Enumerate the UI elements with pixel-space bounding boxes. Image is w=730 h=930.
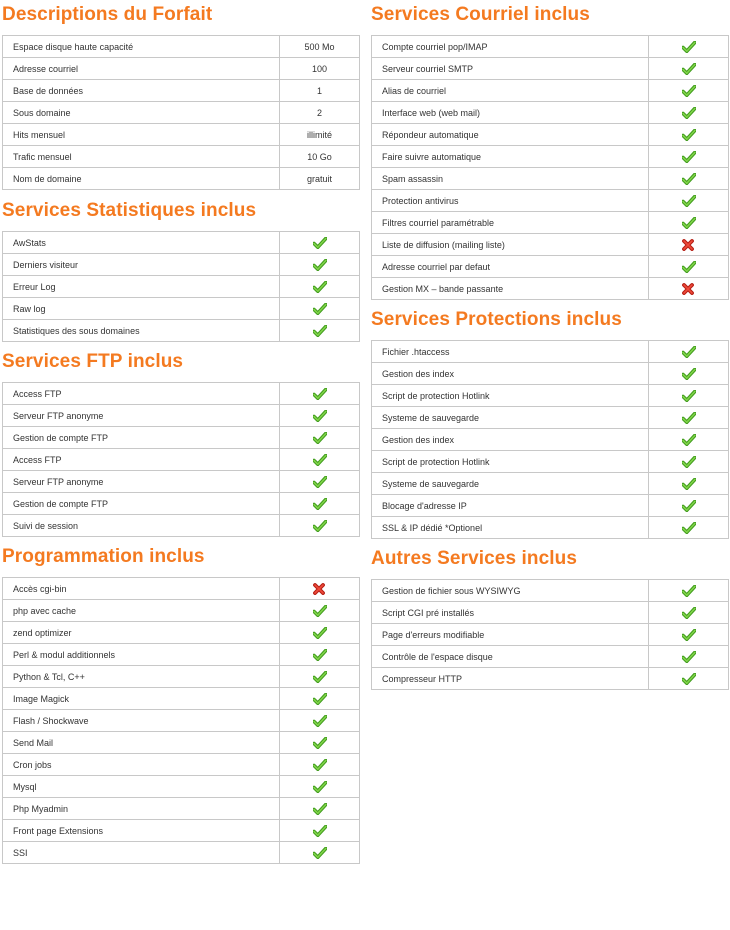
check-icon <box>682 129 696 141</box>
section-title: Services FTP inclus <box>2 351 184 372</box>
check-icon <box>682 478 696 490</box>
check-icon <box>682 522 696 534</box>
check-icon <box>313 303 327 315</box>
feature-label: Liste de diffusion (mailing liste) <box>372 234 649 256</box>
feature-status <box>649 146 729 168</box>
feature-label: Répondeur automatique <box>372 124 649 146</box>
feature-status <box>280 276 360 298</box>
check-icon <box>313 476 327 488</box>
table-row <box>372 385 729 407</box>
feature-status <box>649 451 729 473</box>
table-row <box>3 102 360 124</box>
check-icon <box>313 388 327 400</box>
feature-label: Compte courriel pop/IMAP <box>372 36 649 58</box>
feature-value: illimité <box>280 124 360 146</box>
table-row <box>3 383 360 405</box>
check-icon <box>682 500 696 512</box>
check-icon <box>313 281 327 293</box>
feature-label: Fichier .htaccess <box>372 341 649 363</box>
feature-label: Access FTP <box>3 383 280 405</box>
check-icon <box>682 107 696 119</box>
feature-status <box>280 427 360 449</box>
table-row <box>3 754 360 776</box>
table-row <box>372 341 729 363</box>
feature-label: Base de données <box>3 80 280 102</box>
table-row <box>372 146 729 168</box>
table-row <box>372 407 729 429</box>
feature-label: Faire suivre automatique <box>372 146 649 168</box>
check-icon <box>313 605 327 617</box>
feature-label: Protection antivirus <box>372 190 649 212</box>
feature-label: Raw log <box>3 298 280 320</box>
table-row <box>3 515 360 537</box>
table-row <box>3 688 360 710</box>
feature-label: Accès cgi-bin <box>3 578 280 600</box>
feature-label: Adresse courriel par defaut <box>372 256 649 278</box>
feature-status <box>649 429 729 451</box>
table-row <box>3 405 360 427</box>
table-row <box>3 36 360 58</box>
cross-icon <box>682 283 696 295</box>
table-row <box>372 256 729 278</box>
feature-status <box>280 600 360 622</box>
feature-status <box>280 666 360 688</box>
table-row <box>372 646 729 668</box>
feature-status <box>280 644 360 666</box>
section-title: Services Courriel inclus <box>371 4 590 25</box>
check-icon <box>682 63 696 75</box>
feature-status <box>280 515 360 537</box>
feature-status <box>649 624 729 646</box>
section-title: Autres Services inclus <box>371 548 578 569</box>
check-icon <box>313 781 327 793</box>
features-table <box>2 35 360 190</box>
table-row <box>3 798 360 820</box>
feature-label: Send Mail <box>3 732 280 754</box>
feature-status <box>280 842 360 864</box>
table-row <box>372 668 729 690</box>
feature-label: Python & Tcl, C++ <box>3 666 280 688</box>
feature-label: Serveur FTP anonyme <box>3 471 280 493</box>
check-icon <box>313 410 327 422</box>
feature-label: Gestion des index <box>372 363 649 385</box>
table-row <box>3 644 360 666</box>
feature-value: 2 <box>280 102 360 124</box>
table-row <box>372 80 729 102</box>
left-column <box>2 0 360 864</box>
feature-label: Sous domaine <box>3 102 280 124</box>
table-row <box>372 580 729 602</box>
feature-status <box>280 732 360 754</box>
table-row <box>3 471 360 493</box>
table-row <box>3 320 360 342</box>
feature-label: Systeme de sauvegarde <box>372 407 649 429</box>
table-row <box>3 732 360 754</box>
table-row <box>3 493 360 515</box>
feature-label: SSI <box>3 842 280 864</box>
section-programmation <box>2 542 360 864</box>
feature-label: Image Magick <box>3 688 280 710</box>
check-icon <box>313 649 327 661</box>
feature-status <box>649 80 729 102</box>
check-icon <box>682 390 696 402</box>
table-row <box>3 842 360 864</box>
table-row <box>372 212 729 234</box>
check-icon <box>682 368 696 380</box>
table-row <box>3 254 360 276</box>
table-row <box>3 58 360 80</box>
check-icon <box>682 41 696 53</box>
feature-status <box>649 102 729 124</box>
feature-label: AwStats <box>3 232 280 254</box>
feature-status <box>280 298 360 320</box>
check-icon <box>313 259 327 271</box>
feature-label: Script CGI pré installés <box>372 602 649 624</box>
feature-label: Flash / Shockwave <box>3 710 280 732</box>
table-row <box>3 820 360 842</box>
section-protections <box>371 305 729 539</box>
check-icon <box>682 151 696 163</box>
feature-label: Script de protection Hotlink <box>372 385 649 407</box>
feature-status <box>649 473 729 495</box>
features-table <box>2 577 360 864</box>
check-icon <box>682 346 696 358</box>
feature-label: Cron jobs <box>3 754 280 776</box>
feature-label: Interface web (web mail) <box>372 102 649 124</box>
check-icon <box>313 715 327 727</box>
feature-label: Nom de domaine <box>3 168 280 190</box>
table-row <box>3 298 360 320</box>
check-icon <box>682 195 696 207</box>
table-row <box>372 234 729 256</box>
feature-status <box>280 776 360 798</box>
check-icon <box>682 261 696 273</box>
feature-label: Hits mensuel <box>3 124 280 146</box>
section-title: Services Statistiques inclus <box>2 200 257 221</box>
feature-status <box>280 493 360 515</box>
feature-label: Gestion de compte FTP <box>3 427 280 449</box>
table-row <box>3 578 360 600</box>
feature-status <box>649 124 729 146</box>
table-row <box>372 168 729 190</box>
check-icon <box>313 325 327 337</box>
check-icon <box>682 173 696 185</box>
check-icon <box>313 737 327 749</box>
feature-status <box>649 407 729 429</box>
table-row <box>3 449 360 471</box>
check-icon <box>313 693 327 705</box>
feature-status <box>280 578 360 600</box>
feature-status <box>649 602 729 624</box>
table-row <box>372 58 729 80</box>
feature-status <box>649 580 729 602</box>
feature-status <box>649 668 729 690</box>
section-title: Services Protections inclus <box>371 309 622 330</box>
feature-label: Front page Extensions <box>3 820 280 842</box>
check-icon <box>313 671 327 683</box>
table-row <box>3 776 360 798</box>
feature-status <box>649 517 729 539</box>
table-row <box>372 36 729 58</box>
feature-status <box>280 622 360 644</box>
table-row <box>3 124 360 146</box>
feature-label: Trafic mensuel <box>3 146 280 168</box>
table-row <box>372 429 729 451</box>
feature-label: Contrôle de l'espace disque <box>372 646 649 668</box>
right-column <box>371 0 729 690</box>
check-icon <box>682 673 696 685</box>
feature-label: Serveur courriel SMTP <box>372 58 649 80</box>
check-icon <box>682 85 696 97</box>
check-icon <box>682 651 696 663</box>
table-row <box>3 276 360 298</box>
table-row <box>372 602 729 624</box>
feature-label: Derniers visiteur <box>3 254 280 276</box>
table-row <box>372 517 729 539</box>
table-row <box>372 473 729 495</box>
table-row <box>372 278 729 300</box>
feature-status <box>649 212 729 234</box>
feature-status <box>280 405 360 427</box>
feature-label: php avec cache <box>3 600 280 622</box>
feature-status <box>280 710 360 732</box>
check-icon <box>682 434 696 446</box>
section-title: Programmation inclus <box>2 546 205 567</box>
feature-label: Systeme de sauvegarde <box>372 473 649 495</box>
feature-label: Serveur FTP anonyme <box>3 405 280 427</box>
check-icon <box>313 825 327 837</box>
feature-status <box>280 232 360 254</box>
table-row <box>372 624 729 646</box>
check-icon <box>313 432 327 444</box>
feature-status <box>280 820 360 842</box>
feature-label: Erreur Log <box>3 276 280 298</box>
section-title: Descriptions du Forfait <box>2 4 213 25</box>
feature-label: SSL & IP dédié *Optionel <box>372 517 649 539</box>
feature-label: Php Myadmin <box>3 798 280 820</box>
check-icon <box>682 412 696 424</box>
check-icon <box>682 217 696 229</box>
feature-status <box>649 168 729 190</box>
feature-label: Suivi de session <box>3 515 280 537</box>
feature-status <box>649 190 729 212</box>
feature-status <box>280 798 360 820</box>
feature-status <box>649 234 729 256</box>
feature-label: Adresse courriel <box>3 58 280 80</box>
feature-label: Statistiques des sous domaines <box>3 320 280 342</box>
feature-label: Script de protection Hotlink <box>372 451 649 473</box>
check-icon <box>682 456 696 468</box>
section-statistiques <box>2 196 360 342</box>
feature-label: Spam assassin <box>372 168 649 190</box>
feature-status <box>649 278 729 300</box>
feature-status <box>280 254 360 276</box>
check-icon <box>682 585 696 597</box>
check-icon <box>313 847 327 859</box>
feature-label: Perl & modul additionnels <box>3 644 280 666</box>
feature-label: Filtres courriel paramétrable <box>372 212 649 234</box>
features-table <box>2 382 360 537</box>
feature-label: Blocage d'adresse IP <box>372 495 649 517</box>
table-row <box>372 363 729 385</box>
table-row <box>3 146 360 168</box>
feature-status <box>649 646 729 668</box>
check-icon <box>313 803 327 815</box>
feature-label: Mysql <box>3 776 280 798</box>
check-icon <box>313 454 327 466</box>
check-icon <box>313 237 327 249</box>
section-ftp <box>2 347 360 537</box>
feature-value: 10 Go <box>280 146 360 168</box>
table-row <box>372 102 729 124</box>
feature-label: Alias de courriel <box>372 80 649 102</box>
table-row <box>3 666 360 688</box>
feature-status <box>280 320 360 342</box>
table-row <box>372 190 729 212</box>
feature-status <box>649 385 729 407</box>
feature-label: Espace disque haute capacité <box>3 36 280 58</box>
table-row <box>3 168 360 190</box>
feature-label: Gestion de fichier sous WYSIWYG <box>372 580 649 602</box>
feature-label: zend optimizer <box>3 622 280 644</box>
feature-label: Page d'erreurs modifiable <box>372 624 649 646</box>
table-row <box>372 451 729 473</box>
features-table <box>371 579 729 690</box>
feature-value: 1 <box>280 80 360 102</box>
feature-label: Compresseur HTTP <box>372 668 649 690</box>
feature-label: Gestion MX – bande passante <box>372 278 649 300</box>
table-row <box>372 495 729 517</box>
features-table <box>371 35 729 300</box>
features-table <box>371 340 729 539</box>
table-row <box>3 427 360 449</box>
table-row <box>3 600 360 622</box>
feature-label: Gestion des index <box>372 429 649 451</box>
check-icon <box>682 607 696 619</box>
feature-value: gratuit <box>280 168 360 190</box>
feature-status <box>280 688 360 710</box>
check-icon <box>313 759 327 771</box>
feature-status <box>280 471 360 493</box>
feature-status <box>649 363 729 385</box>
feature-value: 100 <box>280 58 360 80</box>
feature-status <box>649 36 729 58</box>
table-row <box>3 80 360 102</box>
section-forfait <box>2 0 360 190</box>
table-row <box>3 710 360 732</box>
feature-status <box>280 449 360 471</box>
check-icon <box>682 629 696 641</box>
feature-status <box>649 341 729 363</box>
feature-value: 500 Mo <box>280 36 360 58</box>
features-table <box>2 231 360 342</box>
table-row <box>3 622 360 644</box>
feature-label: Access FTP <box>3 449 280 471</box>
feature-status <box>280 754 360 776</box>
check-icon <box>313 498 327 510</box>
cross-icon <box>313 583 327 595</box>
cross-icon <box>682 239 696 251</box>
feature-label: Gestion de compte FTP <box>3 493 280 515</box>
section-autres <box>371 544 729 690</box>
table-row <box>372 124 729 146</box>
feature-status <box>649 58 729 80</box>
feature-status <box>280 383 360 405</box>
feature-status <box>649 495 729 517</box>
table-row <box>3 232 360 254</box>
section-courriel <box>371 0 729 300</box>
check-icon <box>313 627 327 639</box>
feature-status <box>649 256 729 278</box>
check-icon <box>313 520 327 532</box>
